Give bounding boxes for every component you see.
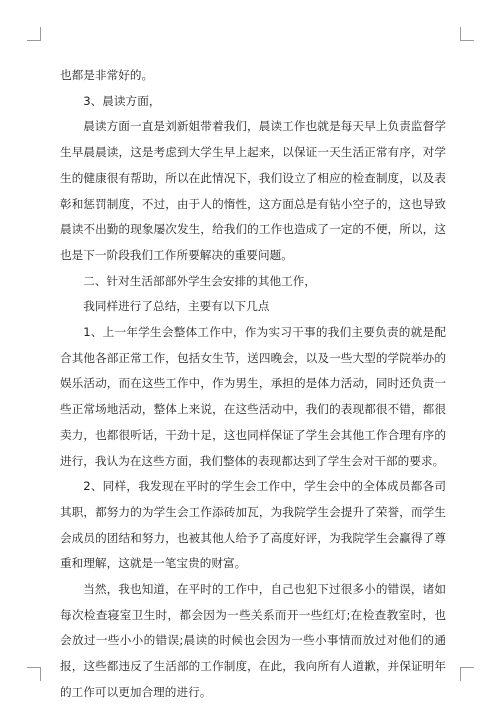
paragraph-7: 2、同样，我发现在平时的学生会工作中，学生会中的全体成员都各司其职，都努力的为学生会工作添砖加瓦，为我院学生会提升了荣誉，而学生会成员的团结和努力，也被其他人给予了高度好评，为我院学生会赢得了尊重和理解，这就是一笔宝贵的财富。 — [60, 479, 446, 571]
paragraph-6: 1、上一年学生会整体工作中，作为实习干事的我们主要负责的就是配合其他各部正常工作，包括女生节，送四晚会，以及一些大型的学院举办的娱乐活动，而在这些工作中，作为男生，承担的是体力活动，同时还负责一些正常场地活动，整体上来说，在这些活动中，我们的表现都很不错，都很卖力，也都很听话，干劲十足，这也同样保证了学生会其他工作合理有序的进行，我认为在这些方面，我们整体的表现都达到了学生会对干部的要求。 — [60, 325, 446, 468]
paragraph-3: 晨读方面一直是刘新姐带着我们，晨读工作也就是每天早上负责监督学生早晨晨读，这是考虑到大学生早上起来，以保证一天生活正常有序，对学生的健康很有帮助，所以在此情况下，我们设立了相应的检查制度，以及表彰和惩罚制度，不过，由于人的惰性，这方面总是有钻小空子的，这也导致晨读不出勤的现象屡次发生，给我们的工作也造成了一定的不便，所以，这也是下一阶段我们工作所要解决的重要问题。 — [60, 119, 446, 262]
crop-mark-top-right — [460, 27, 474, 41]
crop-mark-bottom-right — [460, 667, 474, 681]
paragraph-5: 我同样进行了总结，主要有以下几点 — [83, 299, 270, 314]
paragraph-2: 3、晨读方面， — [83, 93, 161, 108]
paragraph-4: 二、针对生活部部外学生会安排的其他工作， — [83, 273, 317, 288]
crop-mark-top-left — [27, 27, 41, 41]
paragraph-1: 也都是非常好的。 — [60, 68, 154, 82]
document-body — [60, 63, 446, 706]
paragraph-8: 当然，我也知道，在平时的工作中，自己也犯下过很多小的错误，诸如每次检查寝室卫生时，都会因为一些关系而开一些红灯;在检查教室时，也会放过一些小小的错误;晨读的时候也会因为一些小事情而放过对他们的通报，这些都违反了生活部的工作制度，在此，我向所有人道歉，并保证明年的工作可以更加合理的进行。 — [60, 582, 446, 699]
crop-mark-bottom-left — [27, 667, 41, 681]
